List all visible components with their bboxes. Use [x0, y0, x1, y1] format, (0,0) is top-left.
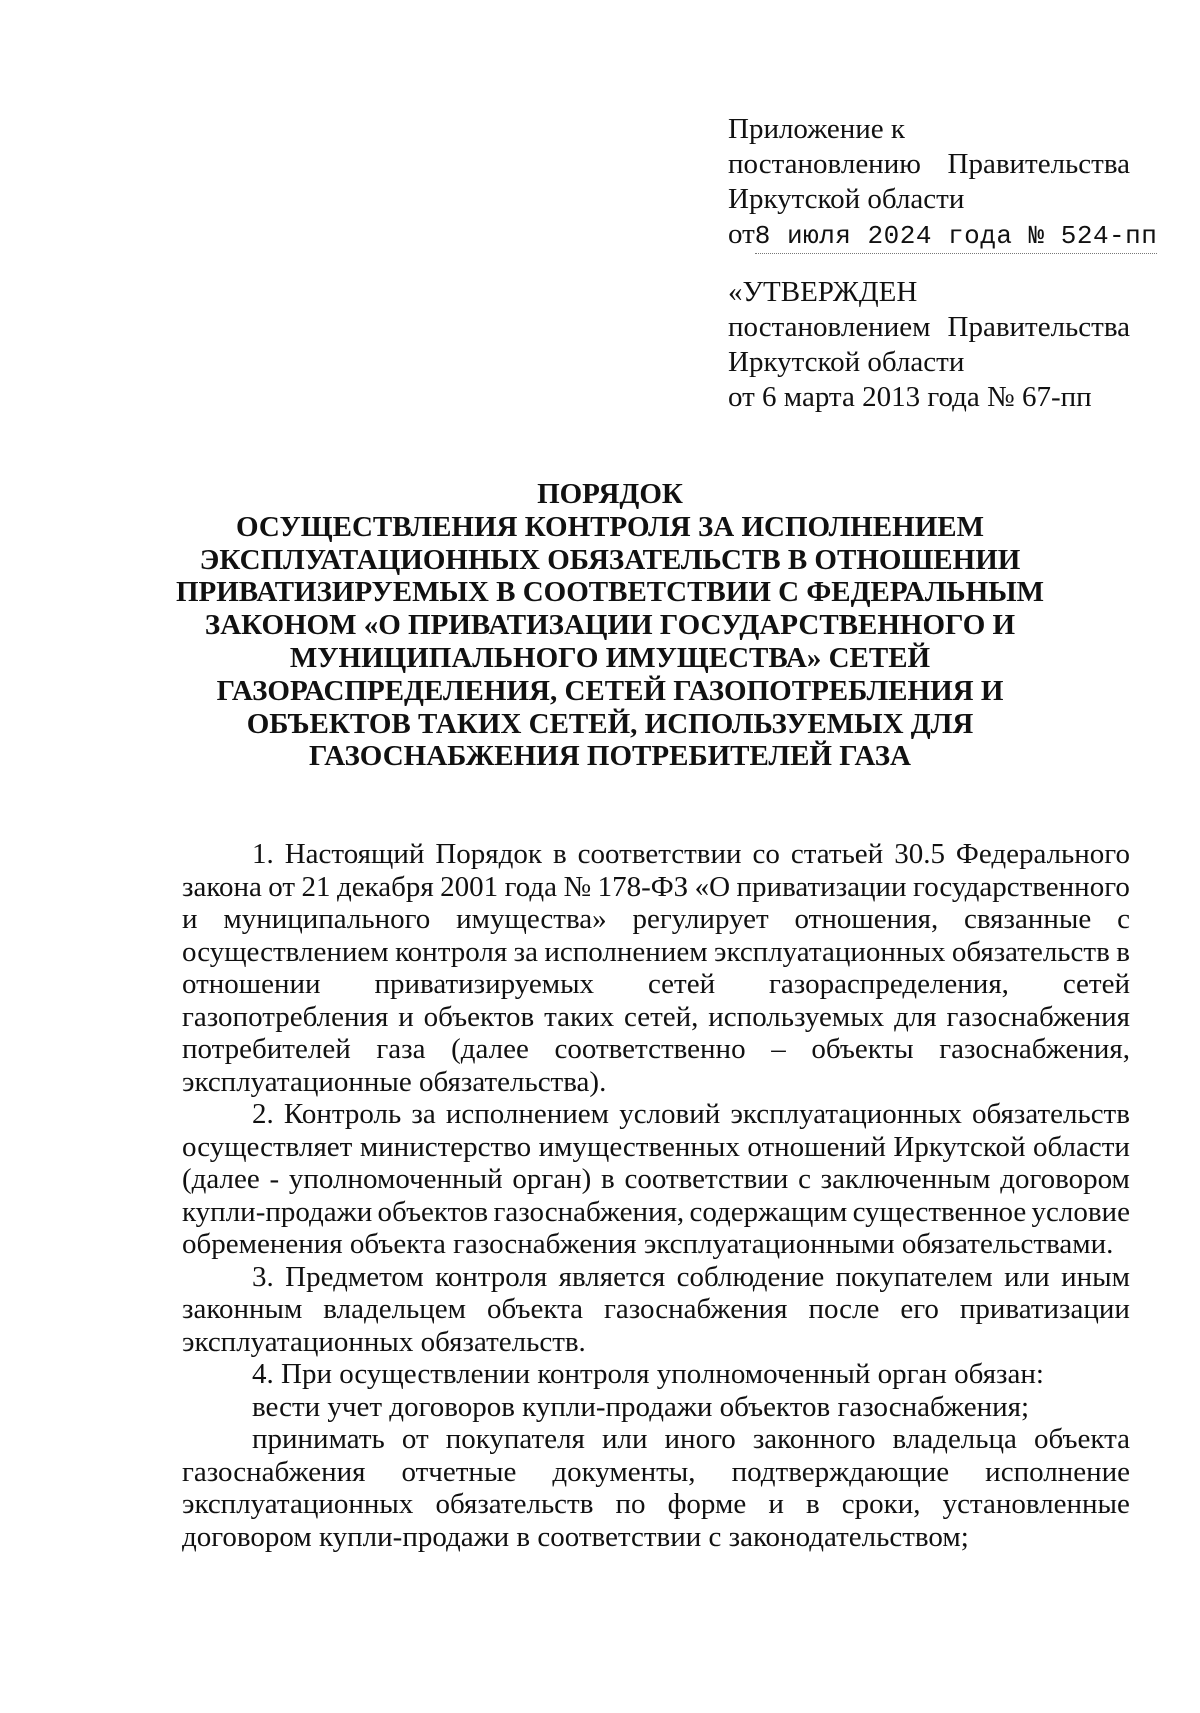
word: купли-продажи: [182, 1195, 373, 1228]
text-line: [182, 903, 1130, 936]
word: статьей: [790, 838, 884, 870]
word: в: [552, 838, 567, 870]
word: принимать: [252, 1423, 385, 1455]
word: Иркутской: [893, 1130, 1026, 1163]
word: приватизации: [736, 870, 907, 903]
word: является: [558, 1260, 666, 1293]
word: подтверждающие: [731, 1455, 950, 1488]
title-line: ПРИВАТИЗИРУЕМЫХ В СООТВЕТСТВИИ С ФЕДЕРАЛЬНЫМ: [175, 576, 1045, 609]
word: или: [601, 1423, 648, 1455]
word: (далее: [451, 1033, 529, 1065]
annex-line-2-left: постановлению: [728, 148, 921, 180]
word: контроля: [395, 935, 508, 968]
word: покупателем: [835, 1260, 993, 1293]
word: эксплуатационных: [182, 1488, 414, 1520]
word: отношения,: [794, 903, 939, 935]
text-line: [182, 838, 1130, 871]
text-line: [182, 1423, 1130, 1456]
word: от: [268, 870, 296, 903]
word: с: [798, 1163, 811, 1195]
word: условие: [1031, 1195, 1130, 1228]
word: 21: [301, 870, 331, 903]
paragraph-6: [182, 1423, 1130, 1553]
word: обязательств: [951, 935, 1110, 968]
word: отношении: [182, 968, 321, 1000]
word: от: [401, 1423, 429, 1455]
word: условий: [619, 1098, 721, 1130]
word: используемых: [708, 1000, 885, 1033]
word: обязательств: [972, 1098, 1130, 1130]
word: регулирует: [632, 903, 769, 935]
word: 3.: [252, 1260, 274, 1293]
paragraph-5: [182, 1391, 1130, 1424]
text-line: [182, 1131, 1130, 1164]
approved-line-3: Иркутской области: [728, 346, 965, 378]
text-line: [182, 871, 1130, 904]
paragraph-3: [182, 1261, 1130, 1359]
word: за: [513, 935, 538, 968]
word: соблюдение: [676, 1260, 825, 1293]
word: форме: [667, 1488, 747, 1520]
word: иного: [664, 1423, 736, 1455]
word: законным: [182, 1293, 303, 1325]
annex-line-2: [728, 147, 1130, 182]
word: газа: [376, 1033, 426, 1065]
text-line: обременения объекта газоснабжения эксплуатационными обязательствами.: [182, 1228, 1114, 1260]
word: 178-ФЗ: [597, 870, 689, 903]
word: газоснабжения,: [493, 1195, 685, 1228]
word: отношений: [747, 1130, 886, 1163]
word: контроля: [435, 1260, 548, 1293]
word: сетей,: [623, 1000, 699, 1033]
annex-block: [728, 112, 1158, 254]
word: исполнением: [544, 935, 708, 968]
document-title: [150, 478, 1070, 773]
word: государственного: [913, 870, 1130, 903]
word: 2.: [252, 1098, 274, 1130]
word: установленные: [942, 1488, 1130, 1520]
word: 30.5: [894, 838, 945, 870]
word: Предметом: [285, 1260, 424, 1293]
text-line: [182, 1033, 1130, 1066]
annex-line-1: Приложение к: [728, 113, 905, 145]
word: владельца: [892, 1423, 1017, 1455]
word: №: [563, 870, 592, 903]
word: со: [752, 838, 780, 870]
approved-line-4: от 6 марта 2013 года № 67-пп: [728, 381, 1092, 413]
text-line: [182, 1163, 1130, 1196]
word: газораспределения,: [769, 968, 1009, 1000]
word: (далее: [182, 1163, 260, 1195]
approved-block: [728, 275, 1130, 415]
word: и: [182, 903, 198, 935]
text-line: [182, 968, 1130, 1001]
word: «О: [694, 870, 731, 903]
title-line: ОСУЩЕСТВЛЕНИЯ КОНТРОЛЯ ЗА ИСПОЛНЕНИЕМ: [236, 510, 984, 543]
word: орган): [512, 1163, 592, 1195]
paragraph-1: [182, 838, 1130, 1098]
word: 2001: [440, 870, 499, 903]
word: приватизируемых: [374, 968, 595, 1000]
word: исполнением: [445, 1098, 610, 1130]
word: 1.: [252, 838, 274, 870]
word: муниципального: [223, 903, 431, 935]
text-line: договором купли-продажи в соответствии с законодательством;: [182, 1520, 969, 1553]
word: по: [615, 1488, 646, 1520]
title-line: МУНИЦИПАЛЬНОГО ИМУЩЕСТВА» СЕТЕЙ: [289, 641, 931, 674]
word: объекты: [811, 1033, 914, 1065]
word: сетей: [647, 968, 716, 1000]
word: Контроль: [283, 1098, 402, 1130]
document-body: [182, 838, 1130, 1553]
word: существенное: [852, 1195, 1027, 1228]
text-line: эксплуатационные обязательства).: [182, 1065, 607, 1098]
word: сетей: [1062, 968, 1130, 1000]
approved-line-1: «УТВЕРЖДЕН: [728, 276, 918, 308]
word: соответствии: [624, 1163, 789, 1195]
word: газоснабжения: [182, 1455, 366, 1488]
word: содержащим: [689, 1195, 848, 1228]
word: имущественных: [538, 1130, 740, 1163]
text-line: [182, 1293, 1130, 1326]
word: отчетные: [401, 1455, 517, 1488]
word: уполномоченный: [288, 1163, 503, 1195]
approved-line-2-right: Правительства: [947, 311, 1130, 343]
title-line: ЭКСПЛУАТАЦИОННЫХ ОБЯЗАТЕЛЬСТВ В ОТНОШЕНИИ: [199, 543, 1021, 576]
annex-line-4: [728, 217, 1158, 254]
text-line: [182, 1098, 1130, 1131]
approved-line-2-left: постановлением: [728, 311, 931, 343]
word: –: [771, 1033, 786, 1065]
word: декабря: [336, 870, 434, 903]
word: в: [805, 1488, 820, 1520]
text-line: [182, 936, 1130, 969]
title-line: ГАЗОРАСПРЕДЕЛЕНИЯ, СЕТЕЙ ГАЗОПОТРЕБЛЕНИЯ И: [216, 674, 1004, 707]
word: объекта: [1033, 1423, 1130, 1455]
word: сроки,: [841, 1488, 921, 1520]
paragraph-4: [182, 1358, 1130, 1391]
title-line: ГАЗОСНАБЖЕНИЯ ПОТРЕБИТЕЛЕЙ ГАЗА: [308, 740, 912, 773]
word: за: [411, 1098, 436, 1130]
word: покупателя: [445, 1423, 585, 1455]
word: соответственно: [554, 1033, 746, 1065]
title-line: ОБЪЕКТОВ ТАКИХ СЕТЕЙ, ИСПОЛЬЗУЕМЫХ ДЛЯ: [246, 707, 974, 740]
registration-stamp: 8 июля 2024 года № 524-пп: [755, 221, 1158, 254]
word: и: [768, 1488, 784, 1520]
word: эксплуатационных: [730, 1098, 962, 1130]
word: владельцем: [323, 1293, 467, 1325]
annex-date-prefix: от: [728, 218, 755, 250]
annex-line-2-right: Правительства: [947, 148, 1130, 180]
word: с: [1117, 903, 1130, 935]
word: документы,: [552, 1455, 696, 1488]
text-line: 4. При осуществлении контроля уполномоченный орган обязан:: [252, 1358, 1044, 1390]
word: имущества»: [456, 903, 607, 935]
title-line: ПОРЯДОК: [537, 478, 683, 510]
word: объектов: [423, 1000, 535, 1033]
word: иным: [1061, 1260, 1130, 1293]
word: соответствии: [577, 838, 742, 870]
word: после: [808, 1293, 880, 1325]
text-line: [182, 1456, 1130, 1489]
word: таких: [544, 1000, 615, 1033]
word: области: [1033, 1130, 1130, 1163]
word: осуществляет: [182, 1130, 353, 1163]
word: эксплуатационных: [714, 935, 946, 968]
word: в: [1116, 935, 1130, 968]
word: Настоящий: [284, 838, 425, 870]
word: связанные: [964, 903, 1092, 935]
word: в: [601, 1163, 615, 1195]
word: объекта: [487, 1293, 584, 1325]
title-line: ЗАКОНОМ «О ПРИВАТИЗАЦИИ ГОСУДАРСТВЕННОГО И: [204, 609, 1016, 642]
word: газоснабжения,: [939, 1033, 1130, 1065]
paragraph-2: [182, 1098, 1130, 1261]
word: или: [1004, 1260, 1050, 1293]
word: министерство: [359, 1130, 532, 1163]
approved-line-2: [728, 310, 1130, 345]
word: осуществлением: [182, 935, 389, 968]
word: приватизации: [959, 1293, 1130, 1325]
annex-line-3: Иркутской области: [728, 183, 965, 215]
text-line: [182, 1261, 1130, 1294]
text-line: [182, 1488, 1130, 1521]
text-line: вести учет договоров купли-продажи объектов газоснабжения;: [252, 1390, 1030, 1423]
word: объектов: [377, 1195, 489, 1228]
word: закона: [182, 870, 262, 903]
word: газоснабжения: [603, 1293, 788, 1325]
word: Федерального: [955, 838, 1130, 870]
word: исполнение: [985, 1455, 1130, 1488]
word: газоснабжения: [946, 1000, 1130, 1033]
text-line: [182, 1196, 1130, 1229]
word: и: [398, 1000, 414, 1033]
word: заключенным: [820, 1163, 991, 1195]
word: -: [269, 1163, 280, 1195]
word: года: [504, 870, 558, 903]
word: обязательств: [435, 1488, 594, 1520]
text-line: эксплуатационных обязательств.: [182, 1325, 586, 1358]
word: Порядок: [435, 838, 542, 870]
word: законного: [752, 1423, 876, 1455]
word: договором: [1000, 1163, 1130, 1195]
word: его: [900, 1293, 939, 1325]
text-line: [182, 1001, 1130, 1034]
word: газопотребления: [182, 1000, 389, 1033]
word: потребителей: [182, 1033, 351, 1065]
word: для: [894, 1000, 937, 1033]
